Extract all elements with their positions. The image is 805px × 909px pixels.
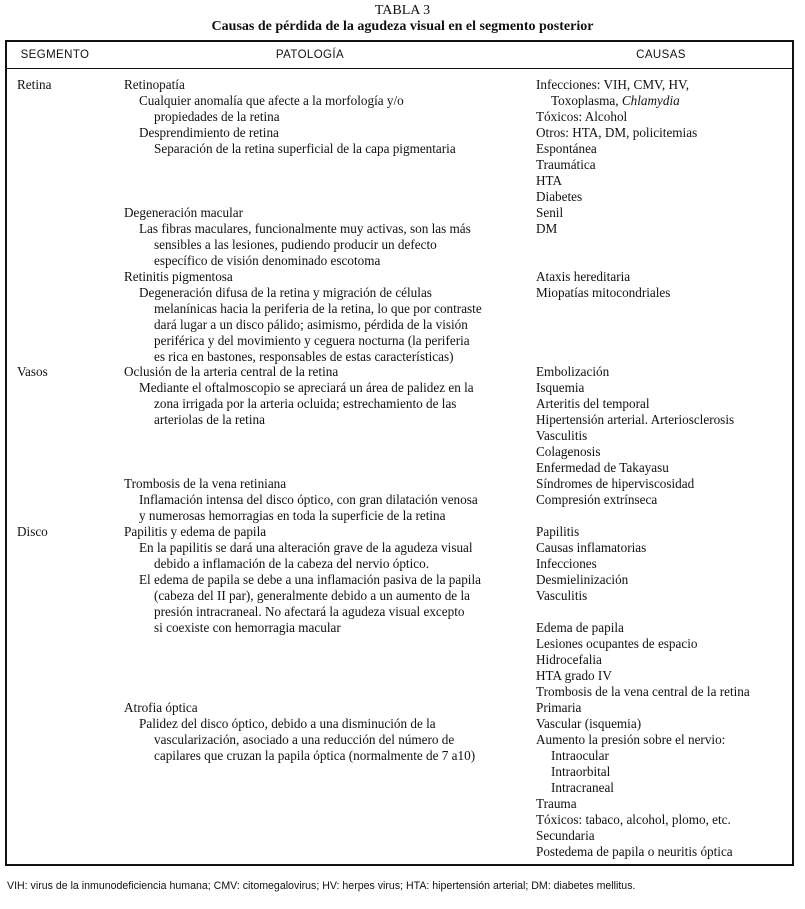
pathology-description: es rica en bastones, responsables de estas características): [154, 349, 454, 364]
cause-item: Síndromes de hiperviscosidad: [536, 476, 695, 491]
cause-item: Vasculitis: [536, 588, 588, 603]
pathology-description: Palidez del disco óptico, debido a una disminución de la: [139, 716, 436, 731]
pathology-description: El edema de papila se debe a una inflamación pasiva de la papila: [139, 572, 481, 587]
cause-item: Infecciones: [536, 556, 597, 571]
pathology-description: Cualquier anomalía que afecte a la morfología y/o: [139, 93, 404, 108]
pathology-description: melanínicas hacia la periferia de la retina, lo que por contraste: [154, 301, 482, 316]
pathology-description: Separación de la retina superficial de la capa pigmentaria: [154, 141, 456, 156]
cause-item: Miopatías mitocondriales: [536, 285, 671, 300]
cause-item: Enfermedad de Takayasu: [536, 460, 669, 475]
cause-item: Senil: [536, 205, 564, 220]
cause-item: Espontánea: [536, 141, 597, 156]
cause-item: Causas inflamatorias: [536, 540, 647, 555]
cause-item: Tóxicos: tabaco, alcohol, plomo, etc.: [536, 812, 731, 827]
cause-item: Trombosis de la vena central de la retina: [536, 684, 750, 699]
pathology-description: zona irrigada por la arteria ocluida; estrechamiento de las: [154, 396, 457, 411]
cause-item: Infecciones: VIH, CMV, HV,: [536, 77, 690, 92]
table-footnote: VIH: virus de la inmunodeficiencia humana; CMV: citomegalovirus; HV: herpes virus; HTA: hipertensión arterial; DM: diabetes mellitus.: [7, 880, 636, 892]
segment-disco: Disco: [17, 524, 48, 539]
cause-item: Embolización: [536, 364, 610, 379]
pathology-description: arteriolas de la retina: [154, 412, 265, 427]
cause-item: Diabetes: [536, 189, 583, 204]
cause-item: Lesiones ocupantes de espacio: [536, 636, 698, 651]
header-divider: [5, 68, 794, 69]
column-header-causas: CAUSAS: [636, 49, 686, 61]
pathology-heading: Trombosis de la vena retiniana: [124, 476, 287, 491]
pathology-description: vascularización, asociado a una reducción del número de: [154, 732, 455, 747]
pathology-heading: Atrofia óptica: [124, 700, 198, 715]
cause-item: HTA grado IV: [536, 668, 612, 683]
cause-item: Vasculitis: [536, 428, 588, 443]
cause-item: Papilitis: [536, 524, 580, 539]
cause-item: Tóxicos: Alcohol: [536, 109, 628, 124]
pathology-description: si coexiste con hemorragia macular: [154, 620, 341, 635]
cause-item: Trauma: [536, 796, 577, 811]
cause-item: Desmielinización: [536, 572, 629, 587]
table-title: Causas de pérdida de la agudeza visual en el segmento posterior: [211, 19, 594, 34]
cause-item: Aumento la presión sobre el nervio:: [536, 732, 726, 747]
pathology-description: Mediante el oftalmoscopio se apreciará un área de palidez en la: [139, 380, 474, 395]
cause-item: Traumática: [536, 157, 596, 172]
pathology-description: sensibles a las lesiones, pudiendo producir un defecto: [154, 237, 437, 252]
pathology-heading: Papilitis y edema de papila: [124, 524, 267, 539]
cause-item: Compresión extrínseca: [536, 492, 658, 507]
cause-item: DM: [536, 221, 558, 236]
cause-subitem: Intracraneal: [551, 780, 614, 795]
pathology-description: dará lugar a un disco pálido; asimismo, pérdida de la visión: [154, 317, 468, 332]
cause-item: Otros: HTA, DM, policitemias: [536, 125, 698, 140]
cause-subitem: Intraocular: [551, 748, 609, 763]
pathology-description: debido a inflamación de la cabeza del nervio óptico.: [154, 556, 429, 571]
cause-item: Colagenosis: [536, 444, 601, 459]
pathology-heading: Retinopatía: [124, 77, 185, 92]
cause-item: Hipertensión arterial. Arteriosclerosis: [536, 412, 735, 427]
pathology-heading: Degeneración macular: [124, 205, 243, 220]
cause-item-text: Toxoplasma,: [551, 93, 622, 108]
pathology-heading: Retinitis pigmentosa: [124, 269, 233, 284]
pathology-description: presión intracraneal. No afectará la agudeza visual excepto: [154, 604, 465, 619]
cause-item: Edema de papila: [536, 620, 624, 635]
pathology-heading: Oclusión de la arteria central de la retina: [124, 364, 339, 379]
cause-item: Vascular (isquemia): [536, 716, 642, 731]
pathology-description: En la papilitis se dará una alteración grave de la agudeza visual: [139, 540, 473, 555]
pathology-subheading: Desprendimiento de retina: [139, 125, 279, 140]
pathology-description: Degeneración difusa de la retina y migración de células: [139, 285, 432, 300]
cause-item: HTA: [536, 173, 563, 188]
column-header-segmento: SEGMENTO: [20, 49, 90, 61]
cause-item: Primaria: [536, 700, 582, 715]
cause-item: [551, 93, 680, 109]
pathology-description: específico de visión denominado escotoma: [154, 253, 381, 268]
cause-item: Arteritis del temporal: [536, 396, 650, 411]
pathology-description: periférica y del movimiento y ceguera nocturna (la periferia: [154, 333, 470, 348]
cause-item-italic: Chlamydia: [621, 93, 680, 108]
cause-item: Hidrocefalia: [536, 652, 602, 667]
segment-retina: Retina: [17, 77, 52, 92]
pathology-description: propiedades de la retina: [154, 109, 280, 124]
cause-item: Ataxis hereditaria: [536, 269, 631, 284]
pathology-description: Inflamación intensa del disco óptico, con gran dilatación venosa: [139, 492, 478, 507]
column-header-patologia: PATOLOGÍA: [275, 49, 345, 61]
cause-item: Secundaria: [536, 828, 595, 843]
segment-vasos: Vasos: [17, 364, 48, 379]
pathology-description: Las fibras maculares, funcionalmente muy activas, son las más: [139, 221, 471, 236]
cause-item: Isquemia: [536, 380, 585, 395]
cause-item: Postedema de papila o neuritis óptica: [536, 844, 733, 859]
pathology-description: capilares que cruzan la papila óptica (normalmente de 7 a10): [154, 748, 476, 763]
pathology-description: (cabeza del II par), generalmente debido a un aumento de la: [154, 588, 470, 603]
table-number: TABLA 3: [374, 3, 431, 18]
pathology-description: y numerosas hemorragias en toda la superficie de la retina: [139, 508, 446, 523]
cause-subitem: Intraorbital: [551, 764, 611, 779]
